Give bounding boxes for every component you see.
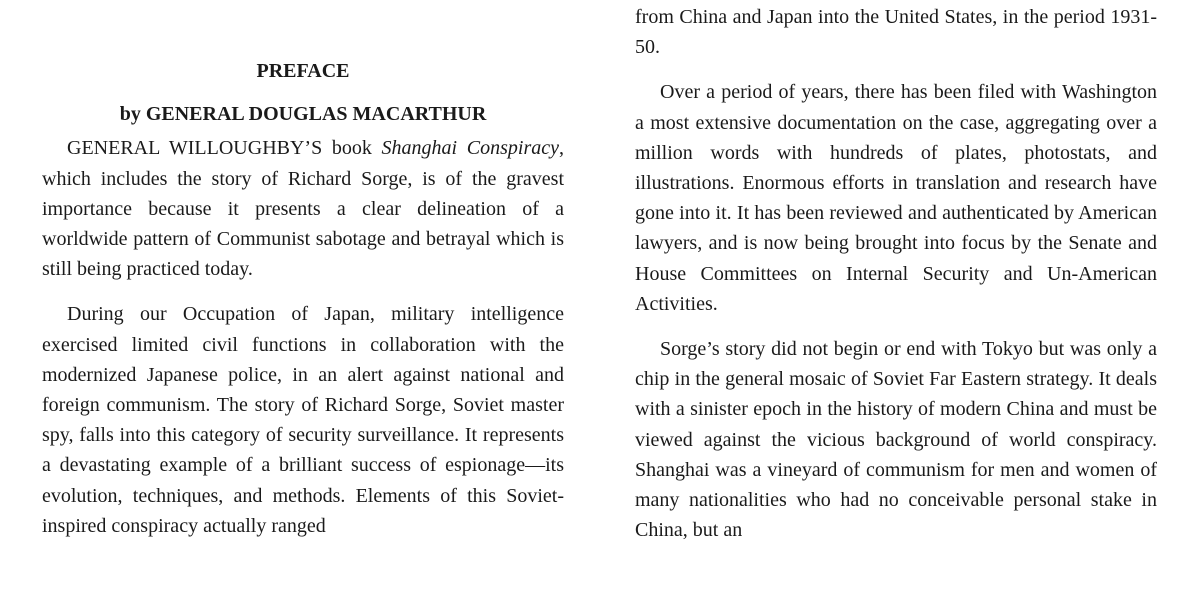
paragraph-2: During our Occupation of Japan, military intelligence exercised limited civil functions in collaboration with the modernized Japanese police, in an alert against national and foreign communism. The story of Richard Sorge, Soviet master spy, falls into this category of security surveillance. It represents a devastating example of a brilliant success of espionage—its evolution, techniques, and methods. Elements of this Soviet-inspired conspiracy actually ranged — [42, 303, 564, 537]
preface-title: PREFACE — [256, 60, 350, 82]
continued-paragraph: from China and Japan into the United States, in the period 1931-50. — [635, 6, 1157, 59]
paragraph-4: Sorge’s story did not begin or end with Tokyo but was only a chip in the general mosaic of Soviet Far Eastern strategy. It deals with a sinister epoch in the history of modern China and must be viewed against the vicious background of world conspiracy. Shanghai was a vineyard of communism for men and women of many nationalities who had no conceivable personal stake in China, but an — [635, 338, 1157, 542]
paragraph-1 — [42, 133, 564, 284]
preface-byline: by GENERAL DOUGLAS MACARTHUR — [119, 103, 487, 126]
paragraph-1-lead: GENERAL WILLOUGHBY’S book — [67, 137, 382, 160]
book-title-shanghai-conspiracy: Shanghai Conspiracy — [381, 137, 559, 160]
paragraph-3: Over a period of years, there has been filed with Washington a most extensive documentation on the case, aggregating over a million words with hundreds of plates, photostats, and illustrations. Enormous efforts in translation and research have gone into it. It has been reviewed and authenticated by American lawyers, and is now being brought into focus by the Senate and House Committees on Internal Security and Un-American Activities. — [635, 81, 1157, 315]
left-page — [42, 0, 564, 604]
page-gutter — [592, 0, 608, 604]
right-page — [635, 0, 1157, 604]
paragraph-1-rest: , which includes the story of Richard Sorge, is of the gravest importance because it presents a clear delineation of a worldwide pattern of Communist sabotage and betrayal which is still being practiced today. — [42, 137, 564, 281]
